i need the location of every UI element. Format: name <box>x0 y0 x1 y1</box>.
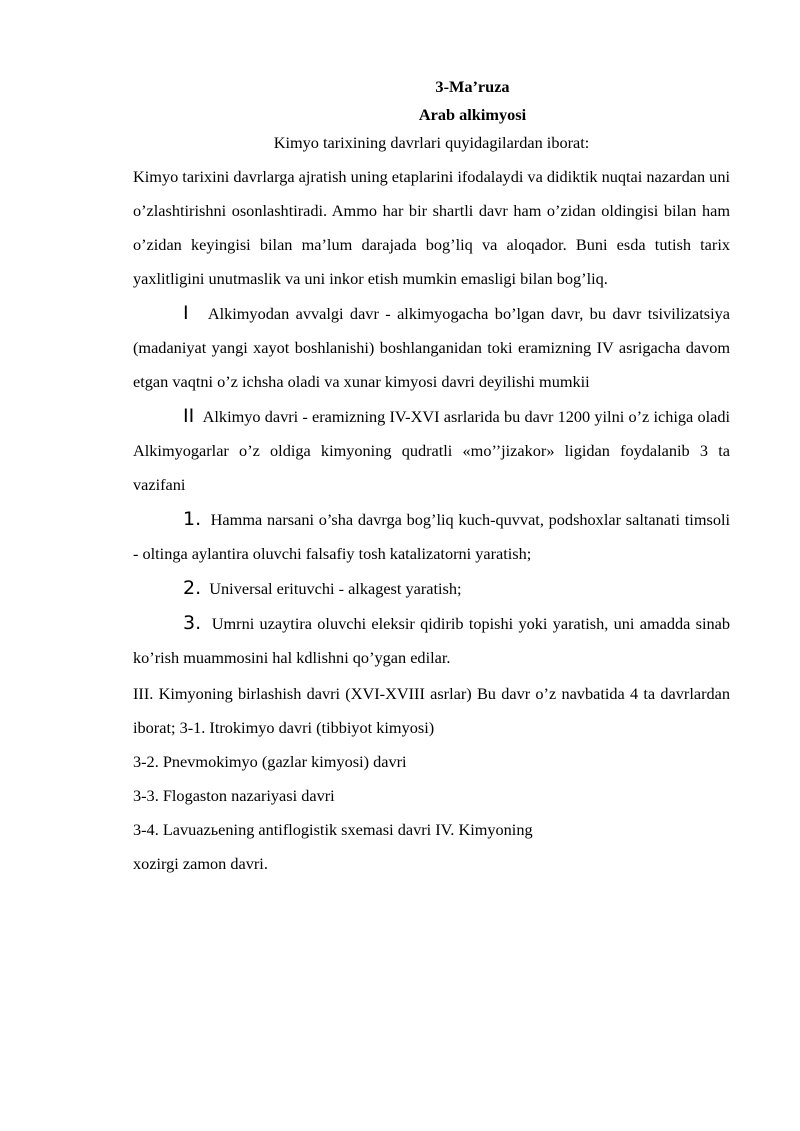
task-text: Hamma narsani o’sha davrga bog’liq kuch-quvvat, podshoxlar saltanati timsoli - oltinga aylantira oluvchi falsafiy tosh katalizatorni yaratish; <box>133 510 731 563</box>
task-text: Universal erituvchi - alkagest yaratish; <box>209 579 462 598</box>
document-page <box>133 74 730 881</box>
period-2-numeral: II <box>183 405 195 427</box>
period-1-paragraph <box>133 296 730 399</box>
periods-subtitle: Kimyo tarixining davrlari quyidagilardan iborat: <box>273 133 590 152</box>
period-3-paragraph: III. Kimyoning birlashish davri (XVI-XVIII asrlar) Bu davr o’z navbatida 4 ta davrlardan iborat; 3-1. Itrokimyo davri (tibbiyot kimyosi) <box>133 684 730 737</box>
sub-period-item: 3-3. Flogaston nazariyasi davri <box>133 786 335 805</box>
task-number: 3. <box>183 612 202 634</box>
sub-period-item: 3-2. Pnevmokimyo (gazlar kimyosi) davri <box>133 752 407 771</box>
period-2-paragraph <box>133 399 730 502</box>
period-2-text: Alkimyo davri - eramizning IV-XVI asrlarida bu davr 1200 yilni o’z ichiga oladi Alkimyogarlar o’z oldiga kimyoning qudratli «mo’’jizakor» ligidan foydalanib 3 ta vazifani <box>133 407 730 494</box>
sub-period-item: 3-4. Lavuazьening antiflogistik sxemasi davri IV. Kimyoning <box>133 820 533 839</box>
task-item <box>133 502 730 571</box>
task-item <box>133 606 730 675</box>
period-1-text: Alkimyodan avvalgi davr - alkimyogacha bo’lgan davr, bu davr tsivilizatsiya (madaniyat yangi xayot boshlanishi) boshlanganidan toki eramizning IV asrigacha davom etgan vaqtni o’z ichsha oladi va xunar kimyosi davri deyilishi mumkii <box>133 304 730 391</box>
lecture-topic-title: Arab alkimyosi <box>418 105 527 124</box>
closing-line: xozirgi zamon davri. <box>133 854 268 873</box>
task-number: 1. <box>183 508 202 530</box>
period-1-numeral: I <box>183 302 189 324</box>
task-number: 2. <box>183 577 202 599</box>
task-item <box>133 571 730 606</box>
intro-paragraph: Kimyo tarixini davrlarga ajratish uning etaplarini ifodalaydi va didiktik nuqtai nazardan uni o’zlashtirishni osonlashtiradi. Ammo har bir shartli davr ham o’zidan oldingisi bilan ham o’zidan keyingisi bilan ma’lum darajada bog’liq va aloqador. Buni esda tutish tarix yaxlitligini unutmaslik va uni inkor etish mumkin emasligi bilan bog’liq. <box>133 167 730 288</box>
task-text: Umrni uzaytira oluvchi eleksir qidirib topishi yoki yaratish, uni amadda sinab ko’rish muammosini hal kdlishni qo’ygan edilar. <box>133 614 731 667</box>
lecture-number-title: 3-Ma’ruza <box>435 77 510 96</box>
